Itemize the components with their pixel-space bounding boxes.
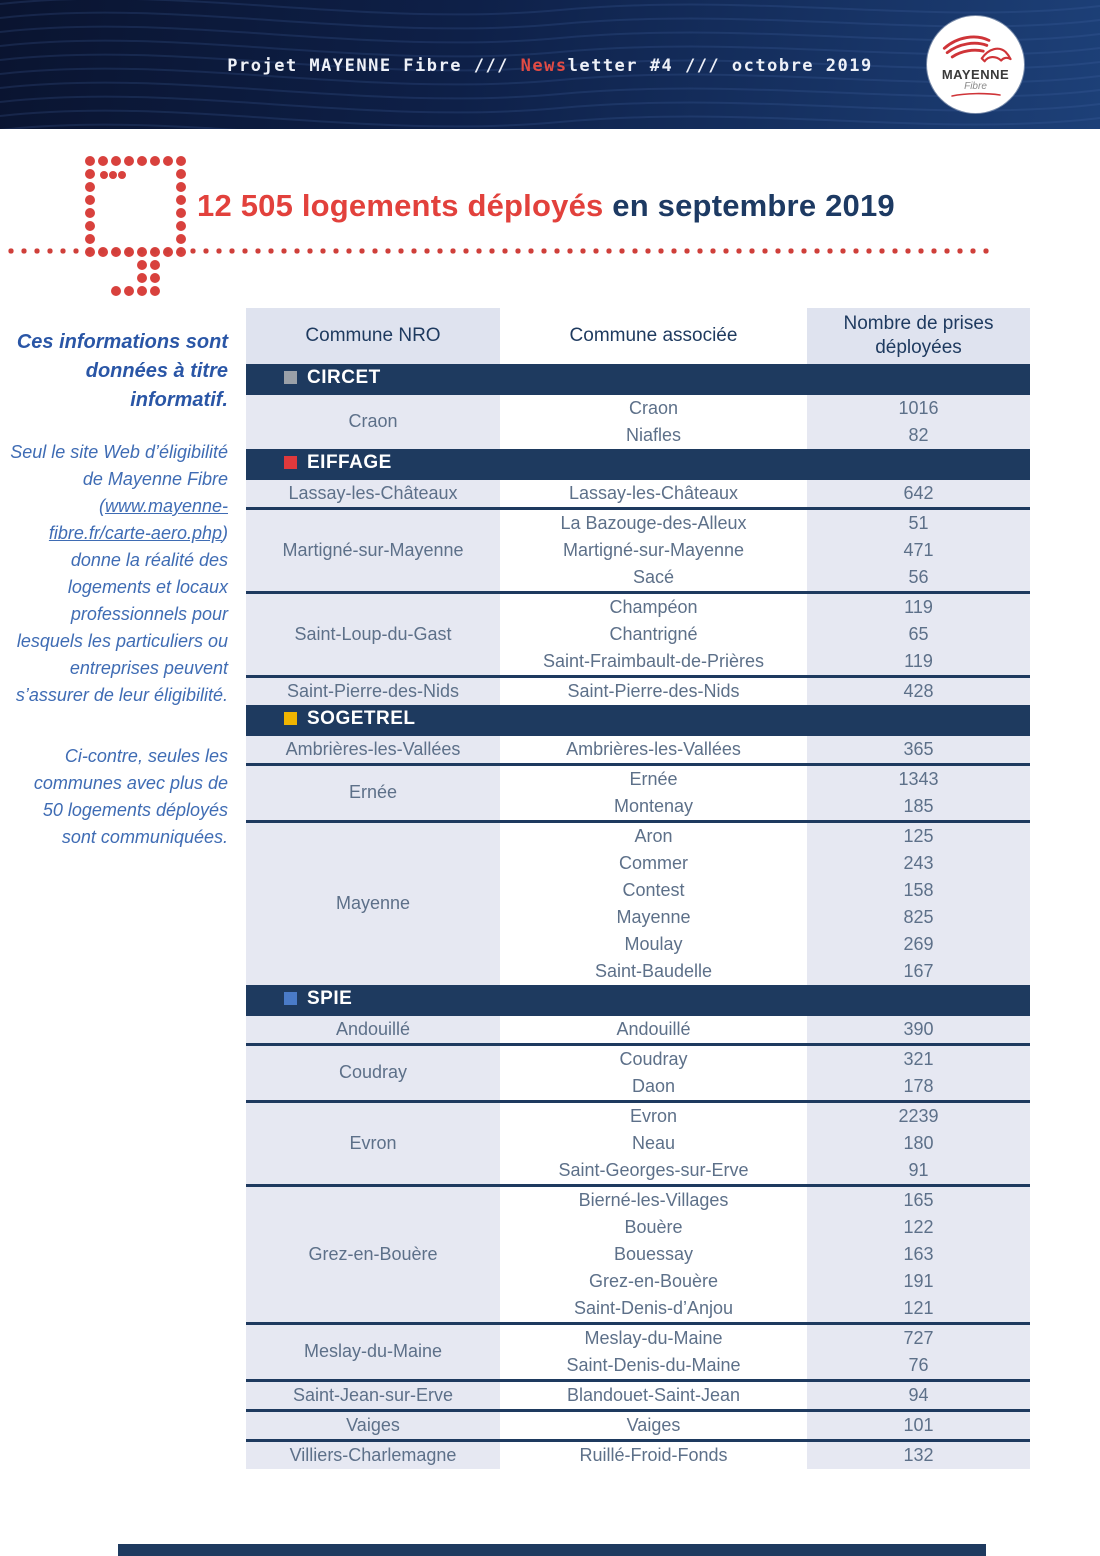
prises-deployees-cell: 167 <box>807 958 1030 985</box>
commune-nro-cell: Saint-Loup-du-Gast <box>246 593 500 677</box>
column-header-commune-nro: Commune NRO <box>246 308 500 364</box>
commune-associee-cell: Saint-Georges-sur-Erve <box>500 1157 807 1186</box>
prises-deployees-cell: 727 <box>807 1324 1030 1353</box>
commune-nro-cell: Evron <box>246 1102 500 1186</box>
commune-nro-cell: Coudray <box>246 1045 500 1102</box>
logo-name: MAYENNE <box>941 66 1010 82</box>
commune-nro-cell: Meslay-du-Maine <box>246 1324 500 1381</box>
prises-deployees-cell: 121 <box>807 1295 1030 1324</box>
section-color-square <box>284 712 297 725</box>
note-text-before-link: Seul le site Web d’éligibilité de Mayenne Fibre ( <box>10 442 228 516</box>
commune-nro-cell: Lassay-les-Châteaux <box>246 479 500 509</box>
prises-deployees-cell: 65 <box>807 621 1030 648</box>
mayenne-fibre-logo <box>927 16 1024 113</box>
commune-associee-cell: Blandouet-Saint-Jean <box>500 1381 807 1411</box>
commune-associee-cell: Coudray <box>500 1045 807 1074</box>
prises-deployees-cell: 94 <box>807 1381 1030 1411</box>
sidebar-note-intro: Ces informations sont données à titre informatif. <box>16 331 228 411</box>
commune-associee-cell: Evron <box>500 1102 807 1131</box>
table-row <box>246 1102 1030 1131</box>
commune-associee-cell: Ernée <box>500 765 807 794</box>
commune-associee-cell: Ruillé-Froid-Fonds <box>500 1441 807 1470</box>
commune-associee-cell: La Bazouge-des-Alleux <box>500 509 807 538</box>
footer-bar <box>118 1544 986 1556</box>
title-news: News <box>520 56 568 76</box>
commune-associee-cell: Moulay <box>500 931 807 958</box>
section-color-square <box>284 371 297 384</box>
commune-nro-cell: Saint-Jean-sur-Erve <box>246 1381 500 1411</box>
sidebar-note-paragraph-2: Ci-contre, seules les communes avec plus de 50 logements déployés sont communiquées. <box>33 746 228 847</box>
prises-deployees-cell: 471 <box>807 537 1030 564</box>
headline-period: en septembre 2019 <box>603 188 895 223</box>
prises-deployees-cell: 122 <box>807 1214 1030 1241</box>
section-row-spie <box>246 985 1030 1015</box>
commune-nro-cell: Craon <box>246 394 500 450</box>
commune-nro-cell: Martigné-sur-Mayenne <box>246 509 500 593</box>
section-label: CIRCET <box>307 366 381 388</box>
table-row <box>246 1186 1030 1215</box>
prises-deployees-cell: 825 <box>807 904 1030 931</box>
prises-deployees-cell: 180 <box>807 1130 1030 1157</box>
prises-deployees-cell: 82 <box>807 422 1030 449</box>
commune-associee-cell: Bouessay <box>500 1241 807 1268</box>
prises-deployees-cell: 642 <box>807 479 1030 509</box>
commune-nro-cell: Grez-en-Bouère <box>246 1186 500 1324</box>
prises-deployees-cell: 51 <box>807 509 1030 538</box>
commune-nro-cell: Villiers-Charlemagne <box>246 1441 500 1470</box>
commune-associee-cell: Contest <box>500 877 807 904</box>
prises-deployees-cell: 1343 <box>807 765 1030 794</box>
section-color-square <box>284 456 297 469</box>
commune-nro-cell: Ambrières-les-Vallées <box>246 735 500 765</box>
column-header-nombre-prises: Nombre de prises déployées <box>807 308 1030 364</box>
prises-deployees-cell: 428 <box>807 677 1030 706</box>
page-title <box>197 188 895 224</box>
commune-nro-cell: Mayenne <box>246 822 500 986</box>
header-banner <box>0 0 1100 129</box>
prises-deployees-cell: 158 <box>807 877 1030 904</box>
prises-deployees-cell: 101 <box>807 1411 1030 1441</box>
table-row <box>246 1324 1030 1353</box>
section-row-circet <box>246 364 1030 394</box>
table-row <box>246 735 1030 765</box>
commune-associee-cell: Ambrières-les-Vallées <box>500 735 807 765</box>
deployment-table <box>246 308 1030 1469</box>
prises-deployees-cell: 269 <box>807 931 1030 958</box>
prises-deployees-cell: 390 <box>807 1015 1030 1045</box>
commune-nro-cell: Saint-Pierre-des-Nids <box>246 677 500 706</box>
prises-deployees-cell: 243 <box>807 850 1030 877</box>
prises-deployees-cell: 56 <box>807 564 1030 593</box>
commune-associee-cell: Saint-Pierre-des-Nids <box>500 677 807 706</box>
commune-associee-cell: Chantrigné <box>500 621 807 648</box>
commune-nro-cell: Vaiges <box>246 1411 500 1441</box>
commune-associee-cell: Bierné-les-Villages <box>500 1186 807 1215</box>
commune-associee-cell: Commer <box>500 850 807 877</box>
prises-deployees-cell: 119 <box>807 593 1030 622</box>
commune-associee-cell: Daon <box>500 1073 807 1102</box>
table-row <box>246 822 1030 851</box>
commune-associee-cell: Craon <box>500 394 807 423</box>
dotted-billboard-icon <box>84 155 188 301</box>
prises-deployees-cell: 191 <box>807 1268 1030 1295</box>
section-label: SOGETREL <box>307 707 416 729</box>
commune-associee-cell: Bouère <box>500 1214 807 1241</box>
title-left: Projet MAYENNE Fibre /// <box>227 56 521 76</box>
table-row <box>246 765 1030 794</box>
table-row <box>246 509 1030 538</box>
prises-deployees-cell: 125 <box>807 822 1030 851</box>
prises-deployees-cell: 2239 <box>807 1102 1030 1131</box>
prises-deployees-cell: 76 <box>807 1352 1030 1381</box>
commune-associee-cell: Aron <box>500 822 807 851</box>
prises-deployees-cell: 1016 <box>807 394 1030 423</box>
note-text-after-link: ) donne la réalité des logements et locaux professionnels pour lesquels les particuliers ou entreprises peuvent s’assurer de leur éligibilité. <box>15 523 228 705</box>
commune-associee-cell: Grez-en-Bouère <box>500 1268 807 1295</box>
table-body <box>246 364 1030 1469</box>
commune-associee-cell: Saint-Denis-d’Anjou <box>500 1295 807 1324</box>
table-row <box>246 479 1030 509</box>
commune-nro-cell: Ernée <box>246 765 500 822</box>
commune-associee-cell: Saint-Denis-du-Maine <box>500 1352 807 1381</box>
prises-deployees-cell: 178 <box>807 1073 1030 1102</box>
commune-associee-cell: Sacé <box>500 564 807 593</box>
commune-associee-cell: Neau <box>500 1130 807 1157</box>
prises-deployees-cell: 132 <box>807 1441 1030 1470</box>
table-row <box>246 1045 1030 1074</box>
title-right: letter #4 /// octobre 2019 <box>567 56 873 76</box>
commune-associee-cell: Martigné-sur-Mayenne <box>500 537 807 564</box>
table-row <box>246 1015 1030 1045</box>
sidebar-note-paragraph-1 <box>10 439 228 709</box>
dotted-separator <box>5 247 991 256</box>
prises-deployees-cell: 91 <box>807 1157 1030 1186</box>
table-row <box>246 394 1030 423</box>
pegasus-icon <box>940 32 1012 66</box>
table-row <box>246 1441 1030 1470</box>
table-row <box>246 1381 1030 1411</box>
table-row <box>246 593 1030 622</box>
column-header-commune-associee: Commune associée <box>500 308 807 364</box>
prises-deployees-cell: 185 <box>807 793 1030 822</box>
prises-deployees-cell: 119 <box>807 648 1030 677</box>
prises-deployees-cell: 365 <box>807 735 1030 765</box>
section-color-square <box>284 992 297 1005</box>
commune-associee-cell: Andouillé <box>500 1015 807 1045</box>
commune-associee-cell: Vaiges <box>500 1411 807 1441</box>
commune-associee-cell: Montenay <box>500 793 807 822</box>
commune-nro-cell: Andouillé <box>246 1015 500 1045</box>
table-header-row <box>246 308 1030 364</box>
eligibility-site-link[interactable]: www.mayenne-fibre.fr/carte-aero.php <box>48 496 228 543</box>
section-row-sogetrel <box>246 705 1030 735</box>
commune-associee-cell: Lassay-les-Châteaux <box>500 479 807 509</box>
commune-associee-cell: Champéon <box>500 593 807 622</box>
headline-count: 12 505 logements déployés <box>197 188 604 223</box>
table-row <box>246 1411 1030 1441</box>
prises-deployees-cell: 163 <box>807 1241 1030 1268</box>
commune-associee-cell: Niafles <box>500 422 807 449</box>
commune-associee-cell: Saint-Baudelle <box>500 958 807 985</box>
logo-subtitle: Fibre <box>964 80 987 92</box>
commune-associee-cell: Meslay-du-Maine <box>500 1324 807 1353</box>
commune-associee-cell: Saint-Fraimbault-de-Prières <box>500 648 807 677</box>
prises-deployees-cell: 165 <box>807 1186 1030 1215</box>
logo-underline-swoosh <box>951 92 1001 98</box>
table-row <box>246 677 1030 706</box>
commune-associee-cell: Mayenne <box>500 904 807 931</box>
section-label: SPIE <box>307 987 353 1009</box>
section-row-eiffage <box>246 449 1030 479</box>
prises-deployees-cell: 321 <box>807 1045 1030 1074</box>
section-label: EIFFAGE <box>307 451 392 473</box>
sidebar-note <box>10 328 228 877</box>
